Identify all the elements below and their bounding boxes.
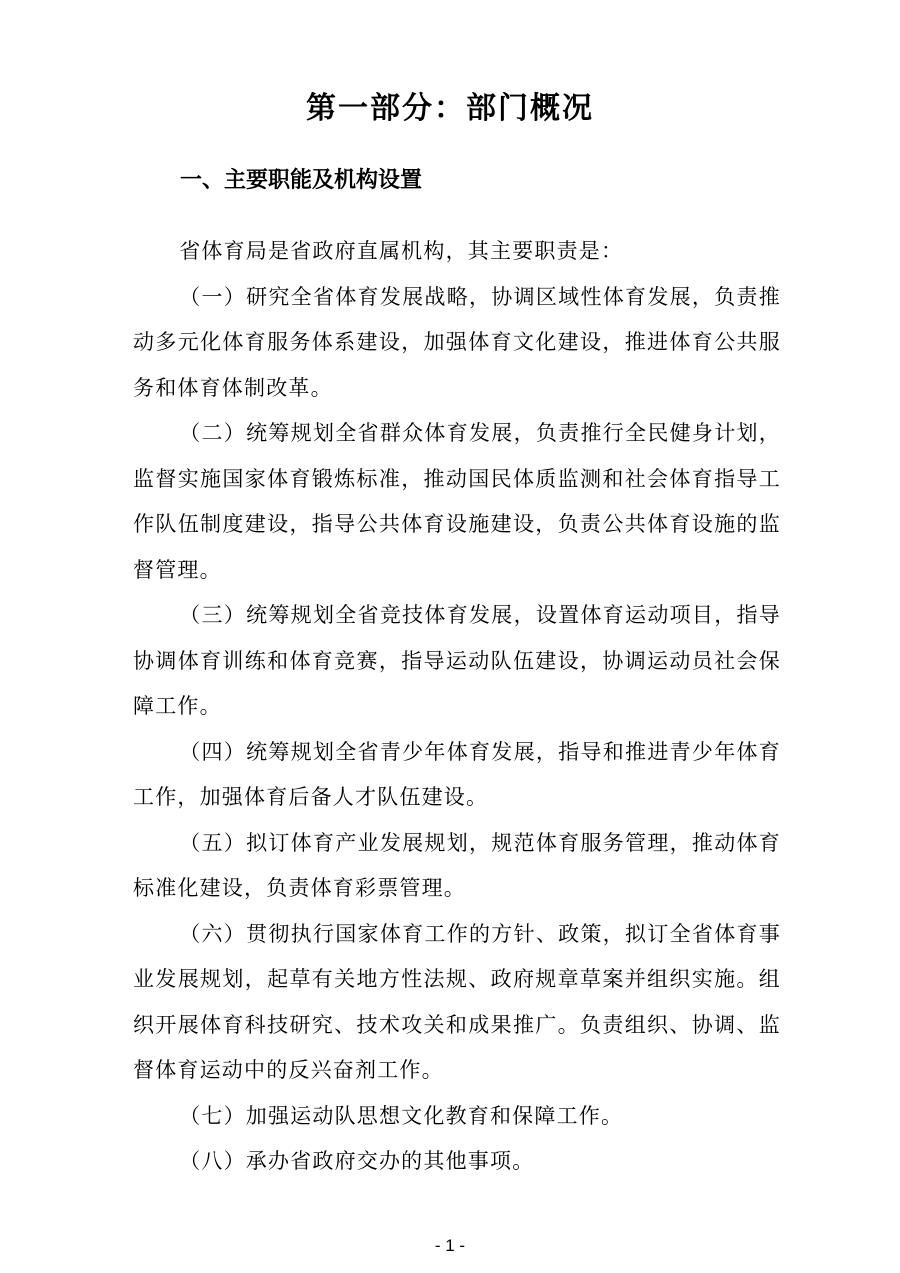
duty-paragraph-4: （四）统筹规划全省青少年体育发展，指导和推进青少年体育工作，加强体育后备人才队伍建设。: [133, 739, 781, 809]
duty-paragraph-3: （三）统筹规划全省竞技体育发展，设置体育运动项目，指导协调体育训练和体育竞赛，指导运动队伍建设，协调运动员社会保障工作。: [133, 603, 781, 718]
document-body: [133, 229, 781, 1185]
duty-paragraph-8: （八）承办省政府交办的其他事项。: [179, 1149, 535, 1173]
section-heading: 一、主要职能及机构设置: [180, 168, 423, 193]
duty-paragraph-7: （七）加强运动队思想文化教育和保障工作。: [179, 1103, 624, 1128]
duty-paragraph-6: （六）贯彻执行国家体育工作的方针、政策，拟订全省体育事业发展规划，起草有关地方性法规、政府规章草案并组织实施。组织开展体育科技研究、技术攻关和成果推广。负责组织、协调、监督体育运动中的反兴奋剂工作。: [133, 921, 781, 1082]
page-title: 第一部分：部门概况: [306, 91, 594, 126]
duty-paragraph-5: （五）拟订体育产业发展规划，规范体育服务管理，推动体育标准化建设，负责体育彩票管理。: [133, 830, 781, 900]
duty-paragraph-1: （一）研究全省体育发展战略，协调区域性体育发展，负责推动多元化体育服务体系建设，加强体育文化建设，推进体育公共服务和体育体制改革。: [133, 284, 781, 400]
duty-paragraph-2: （二）统筹规划全省群众体育发展，负责推行全民健身计划，监督实施国家体育锻炼标准，推动国民体质监测和社会体育指导工作队伍制度建设，指导公共体育设施建设，负责公共体育设施的监督管理。: [133, 421, 781, 582]
page-number: - 1 -: [434, 1236, 466, 1255]
intro-paragraph: 省体育局是省政府直属机构，其主要职责是：: [179, 239, 624, 263]
